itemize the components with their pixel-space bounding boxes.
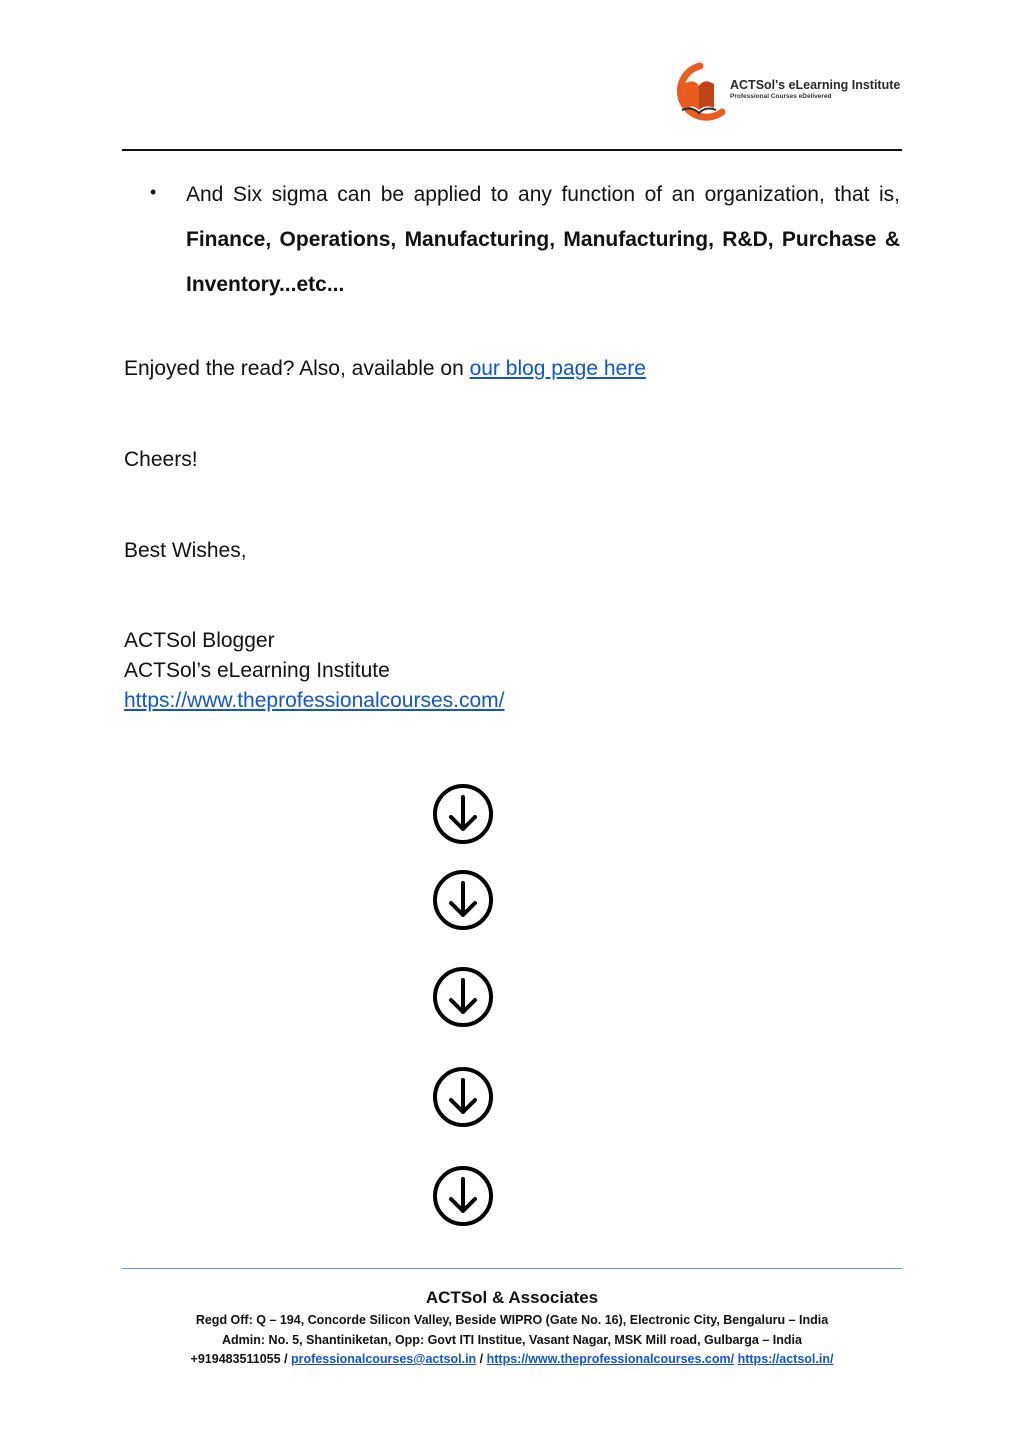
footer-divider (122, 1268, 902, 1269)
arrow-down-circle-icon (432, 1165, 494, 1227)
footer-actsol-link[interactable]: https://actsol.in/ (737, 1352, 834, 1366)
logo-subtitle: Professional Courses eDelivered (730, 93, 832, 100)
book-logo-icon (670, 60, 728, 126)
footer-title: ACTSol & Associates (425, 1288, 599, 1307)
cheers-text: Cheers! (124, 448, 198, 471)
bullet-item (186, 172, 900, 307)
enjoy-text: Enjoyed the read? Also, available on (124, 357, 470, 380)
logo-title: ACTSol's eLearning Institute (730, 78, 901, 92)
signature-name: ACTSol Blogger (124, 629, 275, 652)
institute-logo (670, 60, 900, 126)
footer-regd-address: Regd Off: Q – 194, Concorde Silicon Valley, Beside WIPRO (Gate No. 16), Electronic City, Bengaluru – India (195, 1313, 829, 1327)
bullet-bold-text: Finance, Operations, Manufacturing, Manufacturing, R&D, Purchase & Inventory...etc... (186, 228, 900, 296)
footer-phone: +919483511055 (190, 1352, 281, 1366)
arrow-down-circle-icon (432, 966, 494, 1028)
best-wishes-text: Best Wishes, (124, 539, 247, 562)
enjoy-paragraph (124, 354, 646, 384)
signature-url-link[interactable]: https://www.theprofessionalcourses.com/ (124, 689, 505, 712)
footer-email-link[interactable]: professionalcourses@actsol.in (291, 1352, 477, 1366)
footer-admin-address: Admin: No. 5, Shantiniketan, Opp: Govt ITI Institue, Vasant Nagar, MSK Mill road, Gulbarga – India (222, 1332, 802, 1347)
footer-site-link[interactable]: https://www.theprofessionalcourses.com/ (486, 1352, 735, 1366)
footer-contacts: +919483511055 / professionalcourses@actsol.in / https://www.theprofessionalcourses.com/ https://actsol.in/ (190, 1352, 834, 1366)
arrow-down-circle-icon (432, 783, 494, 845)
blog-page-link[interactable]: our blog page here (469, 357, 646, 380)
bullet-lead-text: And Six sigma can be applied to any function of an organization, that is, (186, 183, 900, 206)
bullet-marker: • (150, 182, 157, 202)
arrow-down-circle-icon (432, 1066, 494, 1128)
header-divider (122, 149, 902, 151)
arrow-down-circle-icon (432, 869, 494, 931)
signature-org: ACTSol’s eLearning Institute (124, 659, 390, 682)
page-footer (122, 1288, 902, 1370)
